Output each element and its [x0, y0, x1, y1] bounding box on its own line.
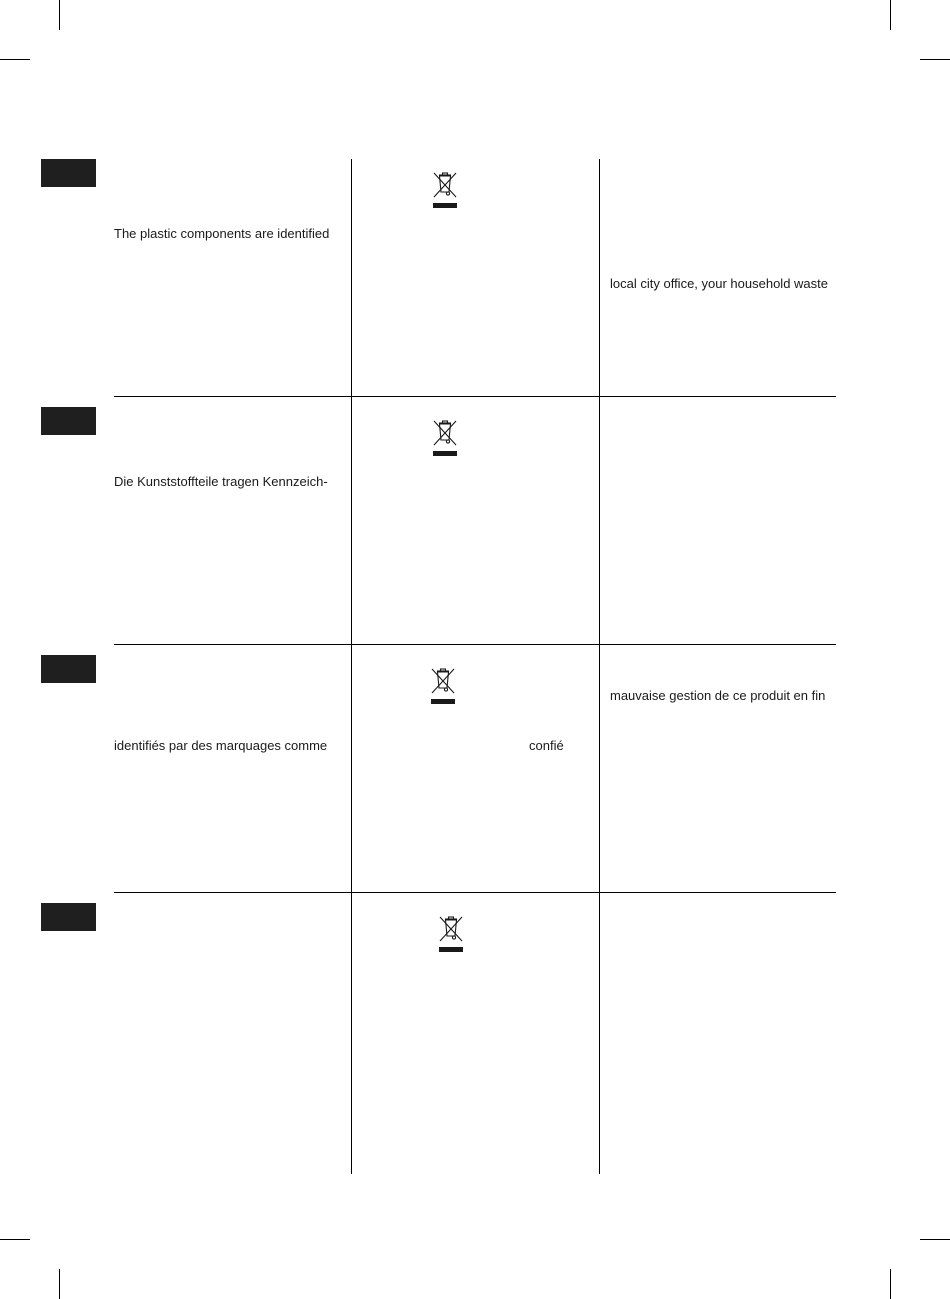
crop-mark-top-right-horizontal	[920, 59, 950, 60]
section-tab-4	[41, 903, 96, 931]
crop-mark-top-left-horizontal	[0, 59, 30, 60]
crop-mark-top-left-vertical	[59, 0, 60, 30]
weee-bin-icon	[431, 418, 459, 458]
crop-mark-bottom-right-vertical	[890, 1269, 891, 1299]
section-1-col1-text: The plastic components are identified	[114, 226, 330, 241]
crop-mark-bottom-left-horizontal	[0, 1239, 30, 1240]
section-3-col3-text: mauvaise gestion de ce produit en fin	[610, 688, 826, 703]
crop-mark-bottom-left-vertical	[59, 1269, 60, 1299]
section-3-col1-text: identifiés par des marquages comme	[114, 738, 328, 753]
weee-bin-icon	[431, 170, 459, 210]
section-divider-2	[114, 644, 836, 645]
section-tab-3	[41, 655, 96, 683]
section-3-col2-text: confié	[529, 738, 564, 753]
section-divider-1	[114, 396, 836, 397]
section-1-col3-text: local city office, your household waste	[610, 276, 828, 291]
section-tab-1	[41, 159, 96, 187]
crop-mark-bottom-right-horizontal	[920, 1239, 950, 1240]
weee-bin-icon	[429, 666, 457, 706]
section-divider-3	[114, 892, 836, 893]
crop-mark-top-right-vertical	[890, 0, 891, 30]
column-divider-right	[599, 159, 600, 1174]
section-tab-2	[41, 407, 96, 435]
column-divider-left	[351, 159, 352, 1174]
section-2-col1-text: Die Kunststoffteile tragen Kennzeich-	[114, 474, 328, 489]
weee-bin-icon	[437, 914, 465, 954]
